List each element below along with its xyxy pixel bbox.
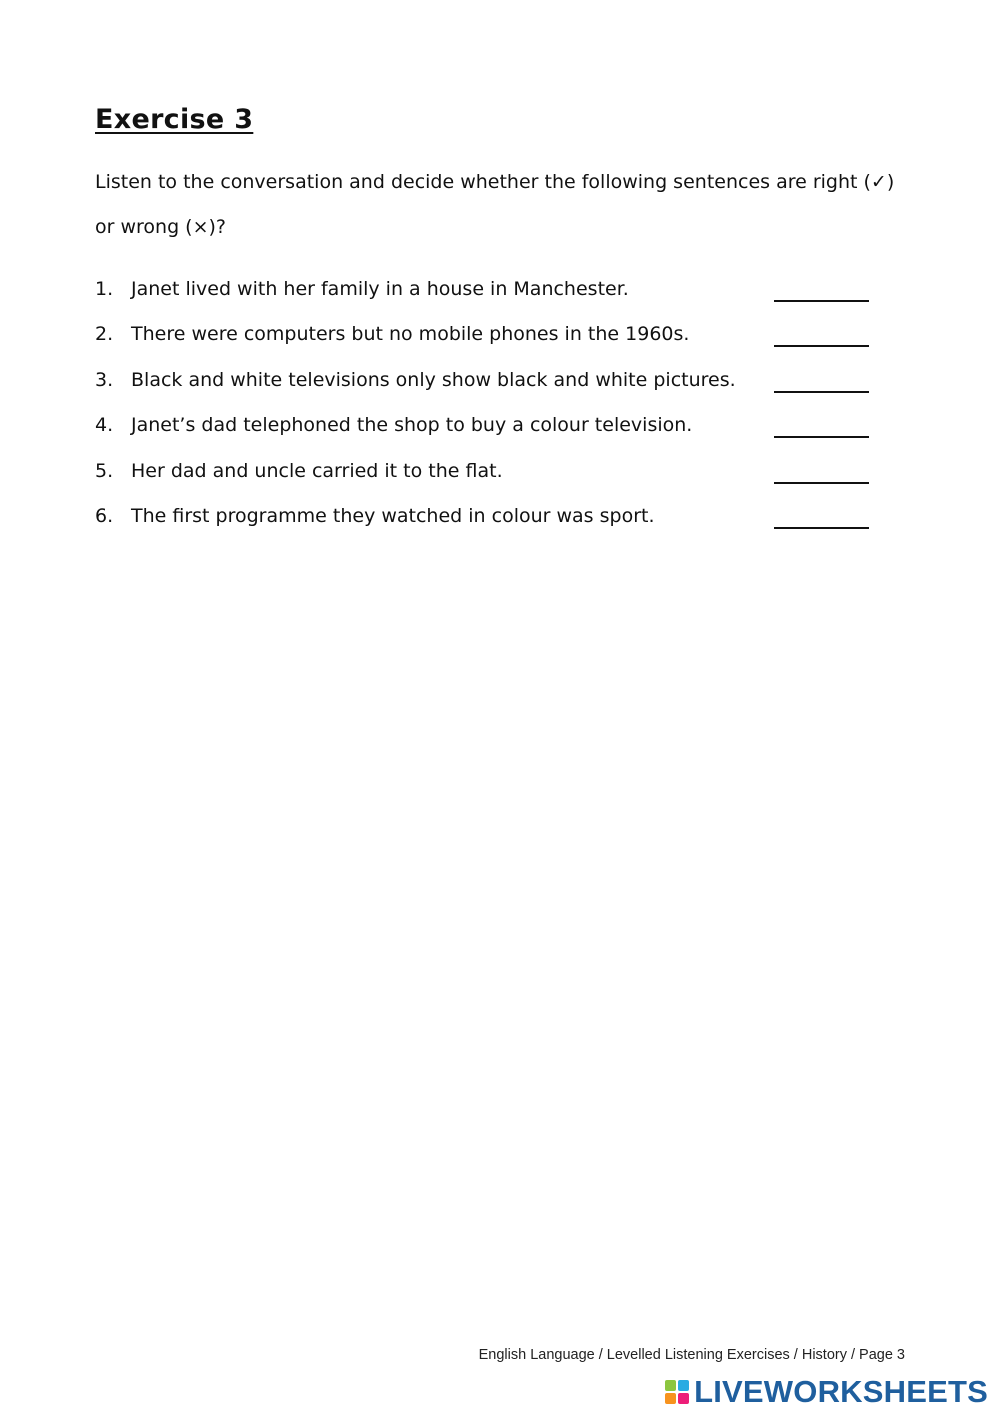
question-number: 4. [95, 414, 114, 437]
question-number: 3. [95, 368, 114, 391]
question-item [95, 323, 885, 368]
answer-blank[interactable] [774, 300, 869, 302]
exercise-title: Exercise 3 [95, 104, 254, 136]
question-text: Black and white televisions only show black and white pictures. [131, 368, 736, 391]
question-number: 1. [95, 278, 114, 300]
answer-blank[interactable] [774, 436, 869, 438]
answer-blank[interactable] [774, 345, 869, 347]
question-item [95, 369, 885, 414]
question-item [95, 460, 885, 505]
question-list [95, 278, 885, 550]
logo-square-i [678, 1380, 689, 1391]
question-text: Janet’s dad telephoned the shop to buy a colour television. [131, 414, 693, 437]
answer-blank[interactable] [774, 527, 869, 529]
exercise-instructions: Listen to the conversation and decide whether the following sentences are right (✓) or wrong (×)? [95, 171, 895, 238]
logo-square-e [678, 1393, 689, 1404]
liveworksheets-logo-icon [665, 1380, 689, 1404]
question-text: Janet lived with her family in a house in Manchester. [131, 278, 629, 300]
question-number: 6. [95, 504, 114, 527]
answer-blank[interactable] [774, 391, 869, 393]
answer-blank[interactable] [774, 482, 869, 484]
question-item [95, 505, 885, 550]
question-number: 5. [95, 459, 114, 482]
page-footer: English Language / Levelled Listening Exercises / History / Page 3 [478, 1347, 905, 1363]
question-text: Her dad and uncle carried it to the flat. [131, 459, 503, 482]
question-number: 2. [95, 323, 114, 346]
logo-square-l [665, 1380, 676, 1391]
brand-name: LIVEWORKSHEETS [694, 1374, 988, 1409]
question-item [95, 278, 885, 323]
question-text: There were computers but no mobile phones in the 1960s. [131, 323, 690, 346]
liveworksheets-brand[interactable] [665, 1374, 988, 1410]
question-text: The first programme they watched in colour was sport. [131, 504, 655, 527]
question-item [95, 414, 885, 459]
logo-square-v [665, 1393, 676, 1404]
